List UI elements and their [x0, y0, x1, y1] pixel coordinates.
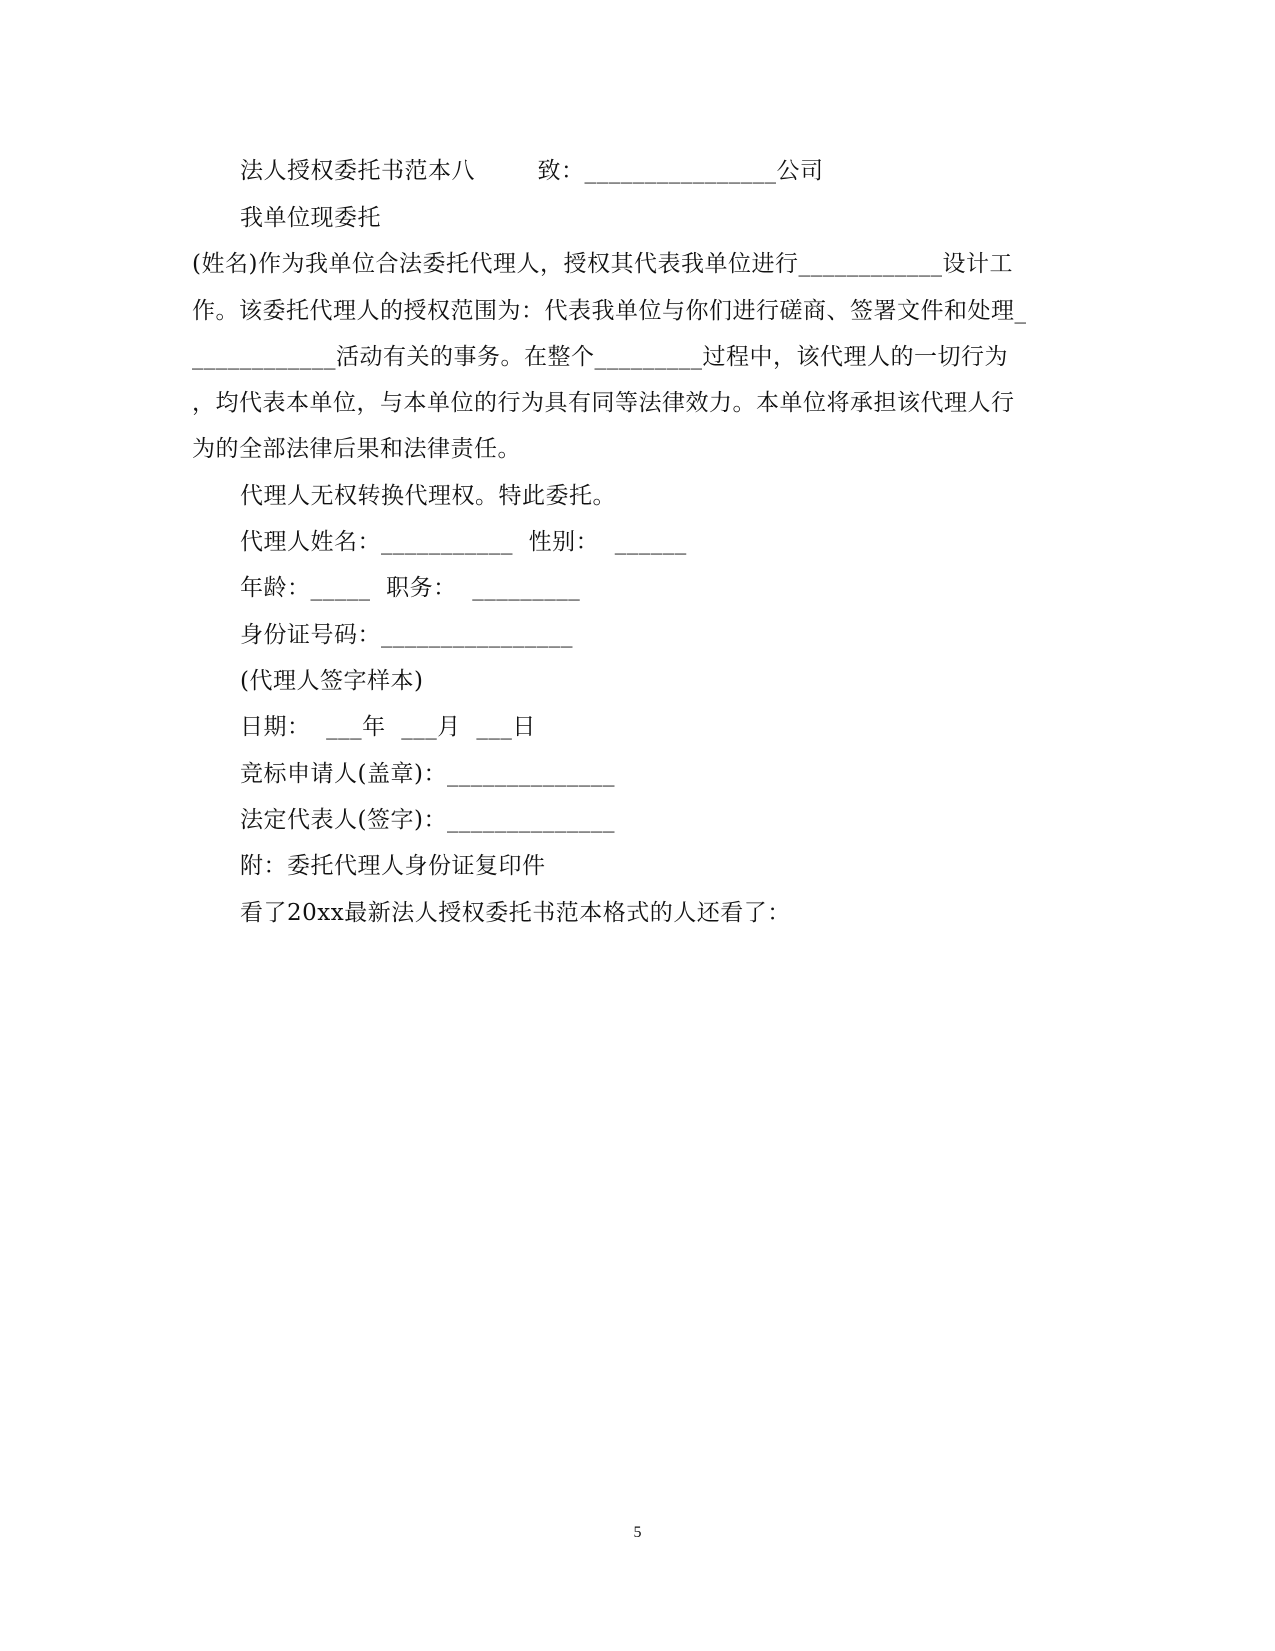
signature-sample-line: (代理人签字样本) [240, 668, 424, 694]
form-field-line: 竞标申请人(盖章)：______________ [240, 761, 615, 787]
body-line: (姓名)作为我单位合法委托代理人，授权其代表我单位进行____________设计工 [192, 251, 1013, 277]
form-field-line: 年龄：_____ 职务： _________ [240, 575, 581, 601]
page-number: 5 [633, 1524, 642, 1541]
body-line: 我单位现委托 [240, 205, 381, 231]
date-line: 日期： ___年 ___月 ___日 [240, 714, 536, 740]
related-line: 看了20xx最新法人授权委托书范本格式的人还看了： [240, 900, 791, 926]
body-line: ，均代表本单位，与本单位的行为具有同等法律效力。本单位将承担该代理人行 [192, 390, 1015, 416]
body-line: 为的全部法律后果和法律责任。 [192, 436, 521, 462]
body-line: ____________活动有关的事务。在整个_________过程中，该代理人的一切行为 [192, 344, 1008, 370]
body-line: 代理人无权转换代理权。特此委托。 [240, 483, 616, 509]
form-field-line: 代理人姓名：___________ 性别： ______ [240, 529, 687, 555]
body-line: 作。该委托代理人的授权范围为：代表我单位与你们进行磋商、签署文件和处理_ [192, 298, 1027, 324]
form-field-line: 法定代表人(签字)：______________ [240, 807, 615, 833]
form-field-line: 身份证号码：________________ [240, 622, 573, 648]
attachment-line: 附：委托代理人身份证复印件 [240, 853, 546, 879]
title-line: 法人授权委托书范本八 致：________________公司 [240, 158, 824, 184]
